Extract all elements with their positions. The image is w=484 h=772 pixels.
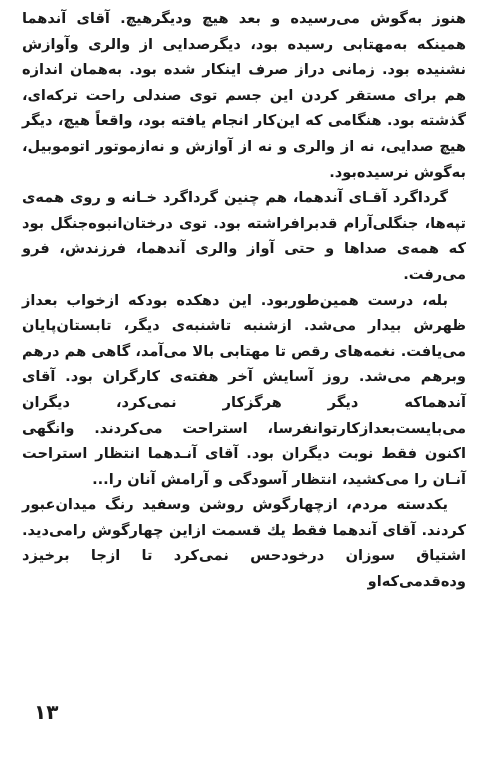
- page-number: ۱۳: [34, 700, 59, 724]
- paragraph-2: گرداگرد آقـای آندهما، هم چنین گرداگرد خـانه و روی همه‌ی تپه‌ها، جنگلی‌آرام قدبرافراشته بود. توی درختان‌انبوه‌جنگل بود که همه‌ی صداها و حتی آواز والری آندهما، فرزندش، فرو می‌رفت.: [22, 189, 466, 283]
- paragraph-4: یکدسته مردم، ازچهارگوش روشن وسفید رنگ میدان‌عبور کردند. آقای آندهما فقط یك قسمت ازاین چهارگوش رامی‌دید. اشتیاق سوزان درخودحس نمی‌کرد تا ازجا برخیزد وده‌قدمی‌که‌او: [22, 496, 466, 591]
- paragraph-3: بله، درست همین‌طوربود. این دهکده بودکه ازخواب بعداز ظهرش بیدار می‌شد. ازشنبه تاشنبه‌ی دیگر، تابستان‌پایان می‌یافت. نغمه‌های رقص تا مهتابی بالا می‌آمد، گاهی هم درهم وبرهم می‌شد. روز آسایش آخر هفته‌ی کارگران بود. آقای آندهماکه دیگر هرگزکار نمی‌کرد، دیگران می‌بایست‌بعدازکار‌توانفرسا، استراحت می‌کردند. وانگهی اکنون فقط نوبت دیگران بود. آقای آنـدهما انتظار استراحت آنـان را می‌کشید، انتظار آسودگی و آرامش آنان را...: [22, 291, 466, 488]
- paragraph-1: هنوز به‌گوش می‌رسیده و بعد هیچ ودیگرهیچ. آقای آندهما همینکه به‌مهتابی رسیده بود، دیگرصدایی از والری وآوازش نشنیده بود. زمانی دراز صرف اینکار شده بود. به‌همان اندازه هم برای مستقر کردن این جسم توی صندلی راحت ترکه‌ای، گذشته بود. هنگامی که این‌کار انجام یافته بود، واقعاً هیچ، دیگر هیچ صدایی، نه از والری و نه از آوازش و نه‌ازموتور اتوموبیل، به‌گوش نرسیده‌بود.: [22, 10, 466, 181]
- page-body: [22, 6, 466, 595]
